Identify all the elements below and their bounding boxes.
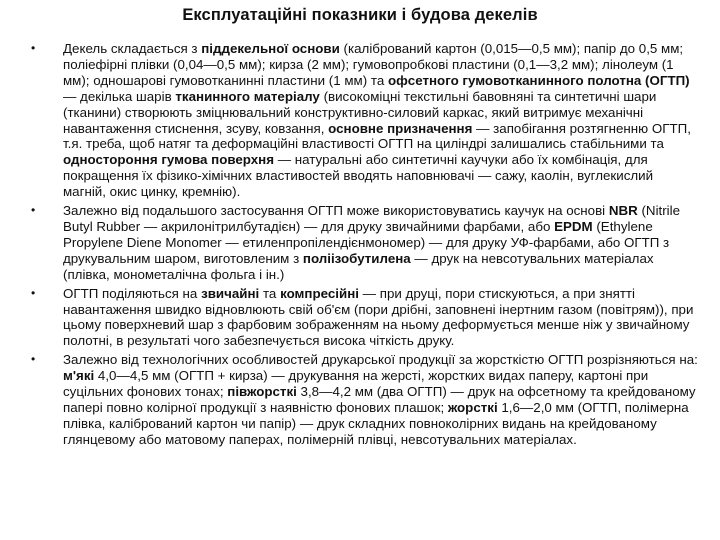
bold-term: компресійні [280,285,359,301]
bold-term: півжорсткі [227,384,297,400]
bullet-marker: • [31,352,36,367]
text-run: Декель складається з [63,41,202,56]
bullet-item [0,286,720,350]
text-run: Залежно від технологічних особливостей друкарської продукції за жорсткістю ОГТП розрізняються на: [63,352,698,368]
bold-term: NBR [608,203,638,219]
bullet-item [0,203,720,283]
bullet-item [0,41,720,200]
bold-term: тканинного матеріалу [175,88,320,104]
bold-term: поліізобутилена [302,250,411,266]
text-run: — друк на невсотувальних матеріалах (плівка, монометалічна фольга і ін.) [63,250,654,282]
bold-term: EPDM [554,218,593,234]
text-run: 3,8—4,2 мм (два ОГТП) — друк на офсетному та крейдованому папері повно колірної продукції з наявністю фонових плашок; [63,384,696,415]
text-run: — при друці, пори стискуються, а при знятті навантаження швидко відновлюють свій об'єм (пори дрібні, заповнені інертним газом (повітрям)), при цьому поверхневий шар з фарбовим зображенням на ньому деформується менше ніж у звичайному полотні, в результаті чого забезпечується висока чіткість друку. [63,285,694,349]
bold-term: звичайні [201,285,260,301]
bold-term: офсетного гумовотканинного полотна (ОГТП) [387,72,690,88]
text-run: (Ethylene Propylene Diene Monomer — етиленпропілендієнмономер) — для друку УФ-фарбами, або ОГТП з друкувальним шаром, виготовленим з [63,218,670,266]
bold-term: м'які [63,368,95,384]
bold-term: основне призначення [328,120,473,136]
text-run: та [259,285,281,301]
slide-title: Експлуатаційні показники і будова декелів [182,6,538,24]
bullet-marker: • [31,285,36,300]
text-run: — декілька шарів [63,88,176,104]
bold-term: жорсткі [447,399,498,415]
text-run: (високоміцні текстильні бавовняні та синтетичні шари (тканини) створюють зміцнювальний конструктивно-силовий каркас, який витримує механічні навантаження стиснення, зсуву, ковзання, [63,88,657,136]
text-run: 4,0—4,5 мм (ОГТП + кирза) — друкування на жерсті, жорстких видах паперу, картоні при суцільних фонових тонах; [63,368,649,400]
text-run: Залежно від подальшого застосування ОГТП може використовуватись каучук на основі [63,203,609,219]
bullet-marker: • [31,41,36,55]
text-run: ОГТП поділяються на [63,285,202,301]
bold-term: одностороння гумова поверхня [63,152,275,168]
text-run: (калібрований картон (0,015—0,5 мм); папір до 0,5 мм; поліефірні плівки (0,04—0,5 мм); кирза (2 мм); гумовопробкові пластини (0,1—3,2 мм); лінолеум (1 мм); одношарові гумовотканинні пластини (1 мм) та [63,41,684,88]
bullet-item [0,352,720,447]
text-run: 1,6—2,0 мм (ОГТП, полімерна плівка, калібрований картон чи папір) — друк складних повноколірних видань на крейдованому глянцевому або матовому паперах, полімерній плівці, невсотувальних матеріалах. [63,399,689,447]
text-run: — запобігання розтягненню ОГТП, т.я. треба, щоб натяг та деформаційні властивості ОГТП на циліндрі залишались стабільними та [63,120,691,152]
bullet-list [0,41,720,451]
bullet-marker: • [31,203,36,218]
text-run: (Nitrile Butyl Rubber — акрилонітрилбутадієн) — для друку звичайними фарбами, або [63,203,681,234]
bold-term: піддекельної основи [201,41,340,56]
text-run: — натуральні або синтетичні каучуки або їх комбінація, для покращення їх фізико-хімічних властивостей вводять наповнювачі — сажу, каолін, вуглекислий магній, окис цинку, кремнію). [63,152,654,200]
